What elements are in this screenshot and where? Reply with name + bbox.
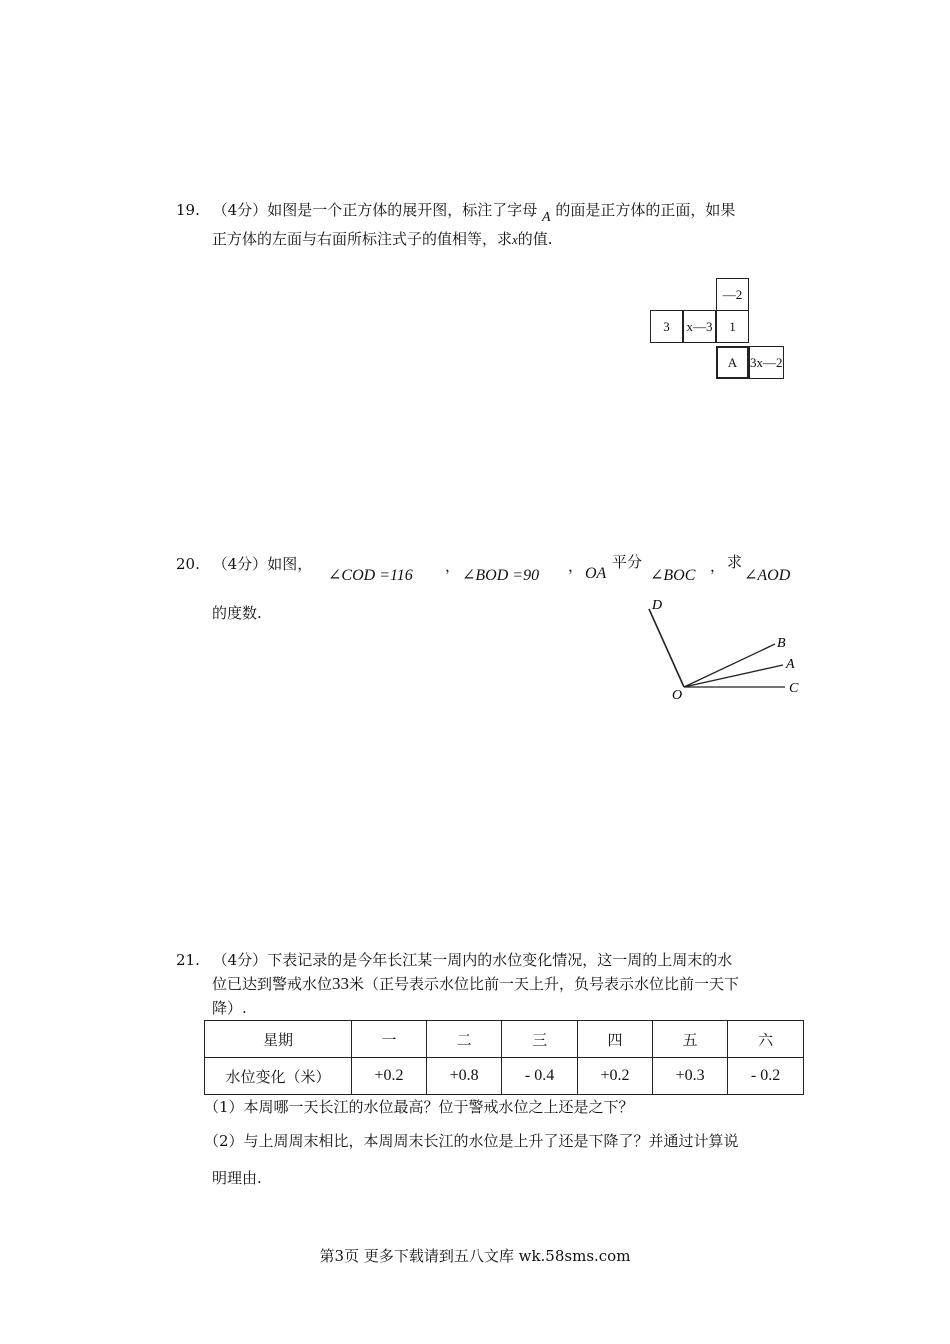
q20-intro: 如图， [267, 555, 313, 573]
q21-level: 33 [332, 974, 350, 993]
angle-figure [640, 592, 820, 704]
q21-points: （4分） [212, 951, 268, 969]
table-cell: - 0.4 [502, 1058, 578, 1095]
q21-sub2-line2: 明理由. [212, 1169, 262, 1187]
cube-face-front: A [716, 346, 749, 379]
page-footer: 第3页 更多下载请到五八文库 wk.58sms.com [319, 1247, 631, 1265]
table-header-row [205, 1021, 804, 1058]
q20-sep-1: ， [445, 557, 461, 575]
ray-ob [684, 644, 775, 687]
q20-oa: OA [585, 565, 607, 582]
cube-face-center: 1 [716, 310, 749, 343]
table-cell: 五 [653, 1021, 728, 1058]
q19-line2 [212, 228, 553, 251]
cube-face-left: 3 [650, 310, 683, 343]
q21-number: 21. [176, 951, 200, 969]
q19-number: 19. [176, 201, 200, 219]
label-b: B [777, 636, 786, 651]
q21-sub1: （1）本周哪一天长江的水位最高？位于警戒水位之上还是之下？ [204, 1098, 634, 1116]
table-cell: +0.3 [653, 1058, 728, 1095]
q19-text-1a: 如图是一个正方体的展开图，标注了字母 [267, 201, 538, 219]
cube-face-middle: x—3 [683, 310, 716, 343]
ray-od [649, 609, 684, 687]
table-cell: - 0.2 [728, 1058, 804, 1095]
cube-face-right: 3x—2 [749, 346, 784, 379]
q21-line3: 降）. [212, 999, 247, 1017]
q21-text-1: 下表记录的是今年长江某一周内的水位变化情况，这一周的上周末的水 [267, 951, 733, 969]
q20-number: 20. [176, 555, 200, 573]
q20-bisects: 平分 [612, 553, 643, 571]
table-cell: 六 [728, 1021, 804, 1058]
q19-text-2b: 的值. [517, 230, 553, 248]
table-row [205, 1058, 804, 1095]
q19-points: （4分） [212, 201, 268, 219]
q20-line2: 的度数. [212, 604, 262, 622]
label-o: O [672, 688, 683, 703]
q20-aod: ∠AOD [744, 567, 791, 584]
q19-text-1b: 的面是正方体的正面，如果 [555, 201, 736, 219]
q20-points: （4分） [212, 555, 268, 573]
label-d: D [652, 598, 663, 613]
table-cell: +0.2 [352, 1058, 427, 1095]
table-cell: +0.8 [427, 1058, 502, 1095]
q19-var-a: A [541, 210, 551, 225]
q20-eq-bod: ∠BOD =90 [462, 567, 540, 584]
ray-oa [684, 665, 783, 687]
q21-text-2b: 米（正号表示水位比前一天上升，负号表示水位比前一天下 [349, 975, 740, 993]
table-cell: 二 [427, 1021, 502, 1058]
q20-sep-3: ， [710, 557, 726, 575]
q20-eq-cod: ∠COD =116 [328, 567, 413, 584]
q21-line1 [176, 949, 732, 971]
q19-text-2a: 正方体的左面与右面所标注式子的值相等，求 [212, 230, 513, 248]
q20-sep-2: ， [568, 557, 584, 575]
table-cell: +0.2 [577, 1058, 652, 1095]
cube-face-top: —2 [716, 278, 749, 311]
table-cell: 水位变化（米） [205, 1058, 352, 1095]
q20-ask: 求 [727, 553, 743, 571]
q20-boc: ∠BOC [650, 567, 696, 584]
q21-line2 [212, 973, 739, 995]
q20-line1 [176, 553, 312, 575]
water-level-table [204, 1020, 804, 1095]
q21-sub2-line1: （2）与上周周末相比，本周周末长江的水位是上升了还是下降了？并通过计算说 [204, 1132, 739, 1150]
label-c: C [789, 681, 799, 696]
label-a: A [786, 657, 795, 672]
table-cell: 四 [577, 1021, 652, 1058]
table-cell: 一 [352, 1021, 427, 1058]
q19-line1 [176, 199, 735, 223]
table-cell: 星期 [205, 1021, 352, 1058]
table-cell: 三 [502, 1021, 578, 1058]
q21-text-2a: 位已达到警戒水位 [212, 975, 333, 993]
q19-var-x: x [512, 232, 518, 247]
